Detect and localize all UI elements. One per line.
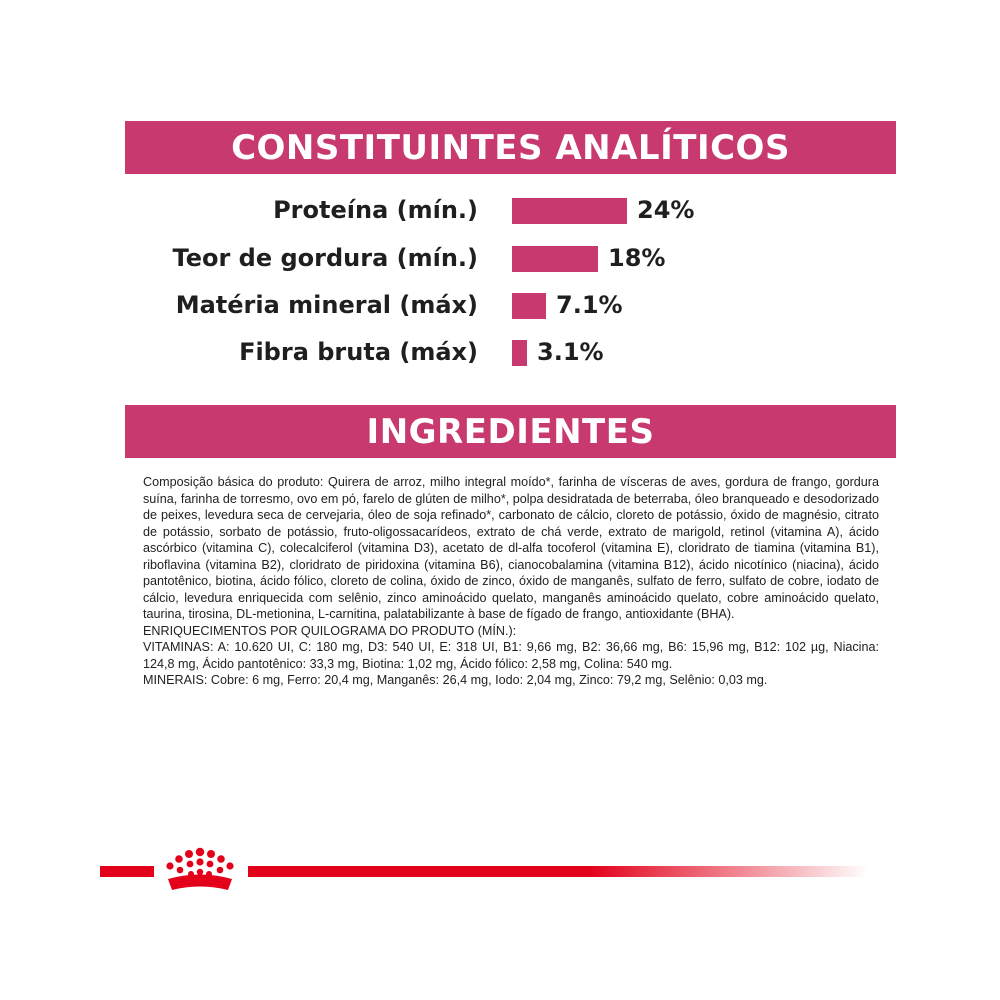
brand-rule-right <box>248 866 868 877</box>
nutrient-label: Fibra bruta (máx) <box>239 338 478 366</box>
ingredients-title: INGREDIENTES <box>366 411 655 452</box>
brand-rule-left <box>100 866 154 877</box>
nutrient-label: Proteína (mín.) <box>273 196 478 224</box>
ingredients-header <box>125 405 896 458</box>
nutrient-row-mineral <box>0 283 1000 327</box>
nutrient-value: 3.1% <box>537 338 604 366</box>
nutrient-value: 18% <box>608 244 666 272</box>
nutrient-bar <box>512 340 527 366</box>
nutrient-row-fiber <box>0 330 1000 374</box>
analytic-constituents-title: CONSTITUINTES ANALÍTICOS <box>231 127 790 168</box>
ingredients-block <box>143 474 879 689</box>
ingredients-composition: Composição básica do produto: Quirera de arroz, milho integral moído*, farinha de vísceras de aves, gordura de frango, gordura suína, farinha de torresmo, ovo em pó, farelo de glúten de milho*, polpa desidratada de beterraba, óleo branqueado e desodorizado de peixes, levedura seca de cervejaria, óleo de soja refinado*, carbonato de cálcio, cloreto de potássio, óxido de magnésio, citrato de potássio, sorbato de potássio, fruto-oligossacarídeos, extrato de chá verde, extrato de marigold, retinol (vitamina A), ácido ascórbico (vitamina C), colecalciferol (vitamina D3), acetato de dl-alfa tocoferol (vitamina E), cloridrato de tiamina (vitamina B1), riboflavina (vitamina B2), cloridrato de piridoxina (vitamina B6), cianocobalamina (vitamina B12), ácido nicotínico (niacina), ácido pantotênico, biotina, ácido fólico, cloreto de colina, óxido de zinco, óxido de manganês, sulfato de ferro, sulfato de cobre, iodato de cálcio, levedura enriquecida com selênio, zinco aminoácido quelato, manganês aminoácido quelato, cobre aminoácido quelato, taurina, tirosina, DL-metionina, L-carnitina, palatabilizante à base de fígado de frango, antioxidante (BHA). <box>143 475 879 621</box>
nutrient-value: 24% <box>637 196 695 224</box>
enrichment-heading: ENRIQUECIMENTOS POR QUILOGRAMA DO PRODUTO (MÍN.): <box>143 623 517 638</box>
crown-icon <box>156 846 244 894</box>
nutrient-label: Teor de gordura (mín.) <box>172 244 478 272</box>
analytic-constituents-header <box>125 121 896 174</box>
nutrient-row-protein <box>0 188 1000 232</box>
nutrient-row-fat <box>0 236 1000 280</box>
nutrient-label: Matéria mineral (máx) <box>175 291 478 319</box>
nutrient-bar <box>512 246 598 272</box>
nutrient-value: 7.1% <box>556 291 623 319</box>
vitamins-list: VITAMINAS: A: 10.620 UI, C: 180 mg, D3: 540 UI, E: 318 UI, B1: 9,66 mg, B2: 36,66 mg, B6: 15,96 mg, B12: 102 µg, Niacina: 124,8 mg, Ácido pantotênico: 33,3 mg, Biotina: 1,02 mg, Ácido fólico: 2,58 mg, Colina: 540 mg. <box>143 640 879 671</box>
minerals-list: MINERAIS: Cobre: 6 mg, Ferro: 20,4 mg, Manganês: 26,4 mg, Iodo: 2,04 mg, Zinco: 79,2 mg, Selênio: 0,03 mg. <box>143 673 768 687</box>
nutrient-bar <box>512 198 627 224</box>
nutrient-bar <box>512 293 546 319</box>
